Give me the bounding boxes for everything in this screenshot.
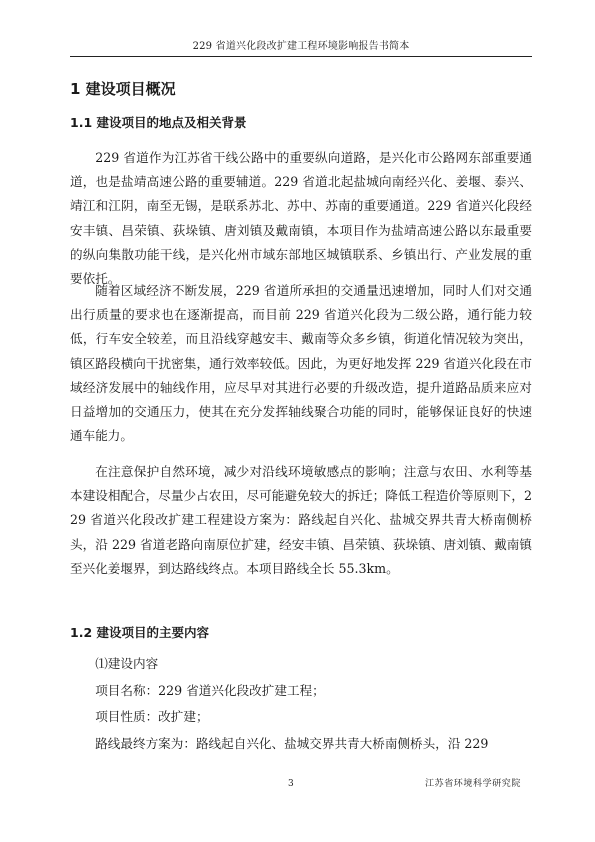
paragraph-traffic-demand: 随着区域经济不断发展，229 省道所承担的交通量迅速增加，同时人们对交通出行质量的要求也在逐渐提高，而目前 229 省道兴化段为二级公路，通行能力较低，行车安全较差，而且沿线穿越安丰、戴南等众多乡镇，街道化情况较为突出，镇区路段横向干扰密集，通行效率较低。因此，为更好地发挥 229 省道兴化段在市域经济发展中的轴线作用，应尽早对其进行必要的升级改造，提升道路品质来应对日益增加的交通压力，使其在充分发挥轴线聚合功能的同时，能够保证良好的快速通车能力。 (70, 283, 532, 444)
header-rule (70, 56, 532, 57)
route-plan-line: 路线最终方案为：路线起自兴化、盐城交界共青大桥南侧桥头，沿 229 (95, 736, 489, 751)
section-1-1-heading: 1.1 建设项目的地点及相关背景 (70, 115, 247, 130)
paragraph-construction-plan: 在注意保护自然环境，减少对沿线环境敏感点的影响；注意与农田、水利等基本建设相配合，尽量少占农田，尽可能避免较大的拆迁；降低工程造价等原则下，229 省道兴化段改扩建工程建设方案为：路线起自兴化、盐城交界共青大桥南侧桥头，沿 229 省道老路向南原位扩建，经安丰镇、昌荣镇、荻垛镇、唐刘镇、戴南镇至兴化姜堰界，到达路线终点。本项目路线全长 55.3km。 (70, 464, 532, 576)
section-1-heading: 1 建设项目概况 (70, 80, 176, 98)
paragraph-background: 229 省道作为江苏省干线公路中的重要纵向道路，是兴化市公路网东部重要通道，也是盐靖高速公路的重要辅道。229 省道北起盐城向南经兴化、姜堰、泰兴、靖江和江阴，南至无锡，是联系苏北、苏中、苏南的重要通道。229 省道兴化段经安丰镇、昌荣镇、荻垛镇、唐刘镇及戴南镇，本项目作为盐靖高速公路以东最重要的纵向集散功能干线，是兴化州市域东部地区城镇联系、乡镇出行、产业发展的重要依托。 (70, 150, 532, 287)
construction-content-label: ⑴建设内容 (95, 656, 159, 671)
project-nature-line: 项目性质：改扩建； (95, 709, 209, 724)
footer-organization: 江苏省环境科学研究院 (425, 779, 522, 789)
page-number: 3 (288, 779, 294, 789)
section-1-2-heading: 1.2 建设项目的主要内容 (70, 625, 209, 640)
project-name-line: 项目名称：229 省道兴化段改扩建工程； (95, 683, 325, 698)
running-header: 229 省道兴化段改扩建工程环境影响报告书简本 (192, 41, 410, 52)
